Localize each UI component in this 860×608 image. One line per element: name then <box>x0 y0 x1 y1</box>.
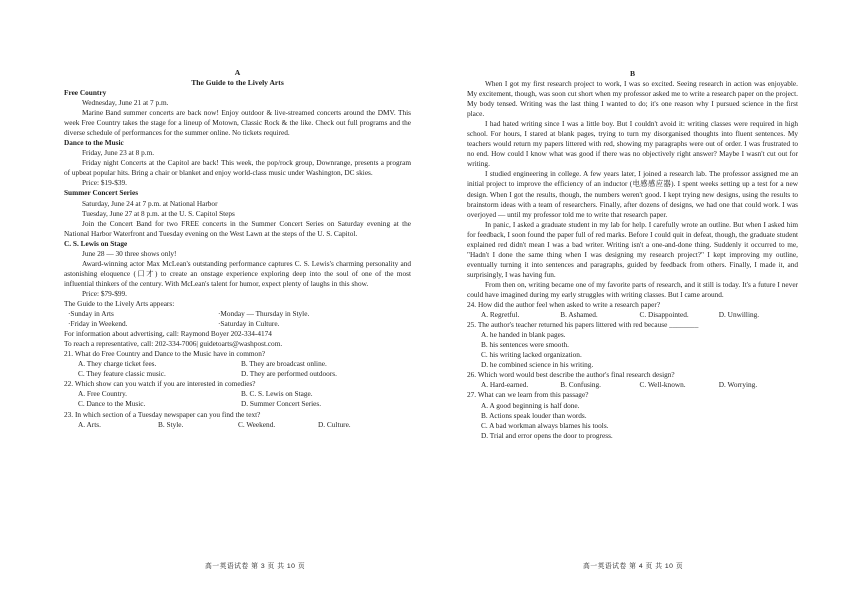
advertising-contact: For information about advertising, call: Raymond Boyer 202-334-4174 <box>64 329 272 339</box>
question-27-stem: 27. What can we learn from this passage? <box>467 390 589 400</box>
option: B. C. S. Lewis on Stage. <box>241 389 313 399</box>
question-24-stem: 24. How did the author feel when asked to write a research paper? <box>467 300 661 310</box>
left-page <box>64 68 411 430</box>
option: A. Free Country. <box>78 389 127 399</box>
option: C. Disappointed. <box>639 310 689 320</box>
option: B. They are broadcast online. <box>241 359 327 369</box>
option: C. Weekend. <box>238 419 276 429</box>
right-page-footer: 高一英语试卷 第 4 页 共 10 页 <box>583 563 684 570</box>
question-22-options <box>64 389 411 399</box>
dance-price: Price: $19-$39. <box>82 178 127 188</box>
summer-heading: Summer Concert Series <box>64 188 139 198</box>
summer-date-2: Tuesday, June 27 at 8 p.m. at the U. S. Capitol Steps <box>82 208 235 218</box>
option: C. Well-known. <box>639 380 686 390</box>
appears-item: ·Friday in Weekend. <box>68 319 128 329</box>
representative-contact: To reach a representative, call: 202-334-7006| guidetoarts@washpost.com. <box>64 339 283 349</box>
section-letter-a: A <box>234 68 241 77</box>
option: D. Trial and error opens the door to progress. <box>481 430 613 440</box>
question-22-options <box>64 399 411 409</box>
option: C. They feature classic music. <box>78 369 166 379</box>
option: D. he combined science in his writing. <box>481 360 594 370</box>
option: B. Actions speak louder than words. <box>481 410 587 420</box>
left-page-footer: 高一英语试卷 第 3 页 共 10 页 <box>205 563 306 570</box>
appears-intro: The Guide to the Lively Arts appears: <box>64 298 175 308</box>
option: D. Unwilling. <box>718 310 760 320</box>
option: A. Arts. <box>78 419 101 429</box>
option: A. They charge ticket fees. <box>78 359 157 369</box>
question-23-stem: 23. In which section of a Tuesday newspaper can you find the text? <box>64 409 261 419</box>
lewis-date: June 28 — 30 three shows only! <box>82 248 177 258</box>
question-22-stem: 22. Which show can you watch if you are interested in comedies? <box>64 379 256 389</box>
appears-row <box>64 309 411 319</box>
summer-body: Join the Concert Band for two FREE concerts in the Summer Concert Series on Saturday evening at the National Harbor Waterfront and Tuesday evening on the West Lawn at the steps of the U. S. Capitol. <box>64 218 411 238</box>
passage-b-paragraph: In panic, I asked a graduate student in my lab for help. I carefully wrote an outline. But when I asked him for feedback, I soon found the paper full of red marks. Before I could quit in defeat, though, the graduate student explained red didn't mean I was a bad writer. Writing isn't a one-and-done thing. Suddenly it occurred to me, "Hadn't I done the same thing when I was designing my research project?" I kept improving my outline, eventually turning it into sentences and paragraphs, guided by feedback from others. Finally, I made it, and surprisingly, I was having fun. <box>467 219 798 279</box>
passage-b-paragraph: When I got my first research project to work, I was so excited. Seeing research in action was enjoyable. My excitement, though, was soon cut short when my professor asked me to write a research paper on the project. My body tensed. Writing was the last thing I wanted to do; it's one reason why I pursued science in the first place. <box>467 79 798 119</box>
question-24-options <box>467 310 798 320</box>
passage-a-title: The Guide to the Lively Arts <box>191 78 284 87</box>
dance-body: Friday night Concerts at the Capitol are back! This week, the pop/rock group, Downrange, presents a program of upbeat popular hits. Bring a chair or blanket and enjoy world-class music under Washington, DC skies. <box>64 158 411 178</box>
question-23-options <box>64 420 411 430</box>
free-country-date: Wednesday, June 21 at 7 p.m. <box>82 98 169 108</box>
question-21-options <box>64 369 411 379</box>
appears-item: ·Monday — Thursday in Style. <box>218 309 310 319</box>
right-page <box>467 69 798 441</box>
summer-date-1: Saturday, June 24 at 7 p.m. at National Harbor <box>82 198 218 208</box>
option: B. his sentences were smooth. <box>481 340 569 350</box>
option: D. They are performed outdoors. <box>241 369 337 379</box>
option: A. A good beginning is half done. <box>481 400 580 410</box>
option: D. Culture. <box>318 419 351 429</box>
lewis-price: Price: $79-$99. <box>82 288 127 298</box>
option: D. Summer Concert Series. <box>241 399 322 409</box>
option: A. Regretful. <box>481 310 520 320</box>
option: C. Dance to the Music. <box>78 399 146 409</box>
dance-date: Friday, June 23 at 8 p.m. <box>82 148 155 158</box>
question-21-options <box>64 359 411 369</box>
passage-b-paragraph: I had hated writing since I was a little boy. But I couldn't avoid it: writing classes were required in high school. For hours, I stared at blank pages, trying to turn my disorganised thoughts into fluent sentences. My teachers would return my papers littered with red, showing my paragraphs were out of order. I was frustrated to no end. How could I know what was good if there was no objectively right answer? Maybe I wasn't cut out for writing. <box>467 119 798 169</box>
option: C. A bad workman always blames his tools. <box>481 420 609 430</box>
section-letter-b: B <box>629 69 636 78</box>
question-21-stem: 21. What do Free Country and Dance to the Music have in common? <box>64 349 266 359</box>
passage-b-paragraph: I studied engineering in college. A few years later, I joined a research lab. The professor assigned me an initial project to improve the efficiency of an inductor (电感感应器). I spent weeks setting up a test for a new design. When I got the results, though, the numbers weren't good. I kept trying new designs, using the results to brainstorm ideas with a team of researchers. Finally, after dozens of designs, we had one that could work. I was overjoyed — until my professor told me to write that research paper. <box>467 169 798 219</box>
option: A. he handed in blank pages. <box>481 330 566 340</box>
passage-b-paragraph: From then on, writing became one of my favorite parts of research, and it still is today. It's a future I never could have imagined during my early struggles with writing classes. But I came around. <box>467 279 798 299</box>
appears-item: ·Sunday in Arts <box>68 309 114 319</box>
dance-heading: Dance to the Music <box>64 138 124 148</box>
free-country-heading: Free Country <box>64 88 107 97</box>
option: D. Worrying. <box>718 380 758 390</box>
option: B. Ashamed. <box>560 310 598 320</box>
question-25-stem: 25. The author's teacher returned his papers littered with red because ________ <box>467 320 699 330</box>
question-26-options <box>467 380 798 390</box>
option: C. his writing lacked organization. <box>481 350 582 360</box>
lewis-body: Award-winning actor Max McLean's outstanding performance captures C. S. Lewis's charming personality and astonishing eloquence (口才) to create an onstage experience exploring deep into the soul of one of the most influential thinkers of the century. With McLean's talent for humor, expect plenty of laughs in this show. <box>64 258 411 288</box>
lewis-heading: C. S. Lewis on Stage <box>64 238 128 248</box>
option: A. Hard-earned. <box>481 380 529 390</box>
appears-row <box>64 319 411 329</box>
appears-item: ·Saturday in Culture. <box>218 319 280 329</box>
option: B. Confusing. <box>560 380 601 390</box>
option: B. Style. <box>158 419 184 429</box>
question-26-stem: 26. Which word would best describe the author's final research design? <box>467 370 675 380</box>
free-country-body: Marine Band summer concerts are back now! Enjoy outdoor & live-streamed concerts around the DMV. This week Free Country takes the stage for a lineup of Motown, Classic Rock & the like. Check out full programs and the diverse schedule of performances for the summer online. No tickets required. <box>64 108 411 138</box>
